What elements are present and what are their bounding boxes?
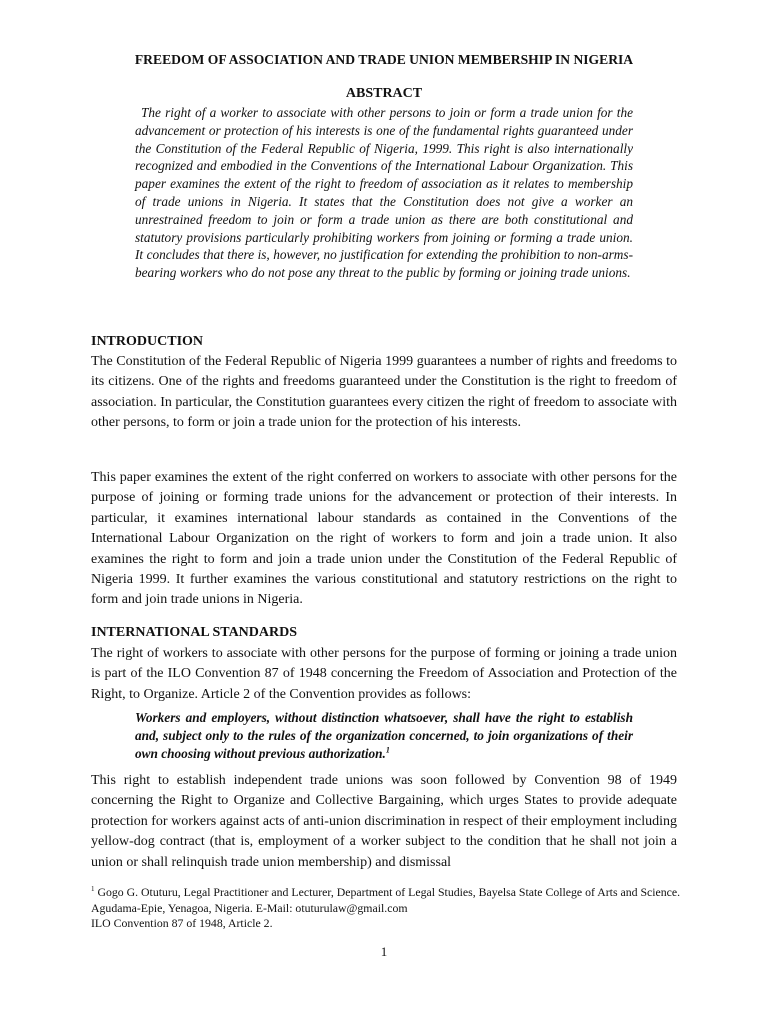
- article-quote: [135, 709, 633, 763]
- footnote-1: [91, 885, 691, 916]
- footnote-2-text: ILO Convention 87 of 1948, Article 2.: [91, 916, 273, 930]
- section-heading-international-standards: INTERNATIONAL STANDARDS: [91, 625, 298, 640]
- footnote-1-text: Gogo G. Otuturu, Legal Practitioner and Lecturer, Department of Legal Studies, Bayelsa State College of Arts and Science. Agudama-Epie, Yenagoa, Nigeria. E-Mail: otuturulaw@gmail.com: [91, 885, 681, 915]
- standards-paragraph-1: The right of workers to associate with other persons for the purpose of forming or joining a trade union is part of the ILO Convention 87 of 1948 concerning the Freedom of Association and Protection of the Right, to Organize. Article 2 of the Convention provides as follows:: [91, 646, 677, 702]
- section-heading-introduction: INTRODUCTION: [91, 334, 204, 349]
- footnote-1-marker: 1: [91, 885, 95, 894]
- document-title: FREEDOM OF ASSOCIATION AND TRADE UNION MEMBERSHIP IN NIGERIA: [134, 52, 634, 67]
- intro-paragraph-2: This paper examines the extent of the right conferred on workers to associate with other persons for the purpose of joining or forming trade unions for the advancement or protection of their interests. In particular, it examines international labour standards as contained in the Conventions of the International Labour Organization on the right of workers to form and join a trade union. It also examines the right to form and join a trade union under the Constitution of the Federal Republic of Nigeria 1999. It further examines the various constitutional and statutory restrictions on the right to form and join trade unions in Nigeria.: [91, 470, 677, 608]
- page-number: 1: [380, 944, 388, 959]
- footnote-marker[interactable]: 1: [385, 745, 390, 755]
- footnotes: [91, 885, 691, 932]
- abstract-heading: ABSTRACT: [345, 86, 423, 101]
- article-quote-text: Workers and employers, without distinction whatsoever, shall have the right to establish and, subject only to the rules of the organization concerned, to join organizations of their own choosing without previous authorization.: [135, 710, 633, 761]
- footnote-2: [91, 916, 691, 932]
- intro-paragraph-1: The Constitution of the Federal Republic of Nigeria 1999 guarantees a number of rights and freedoms to its citizens. One of the rights and freedoms guaranteed under the Constitution is the right to freedom of association. In particular, the Constitution guarantees every citizen the right of freedom to associate with other persons, to form or join a trade union for the protection of his interests.: [91, 354, 677, 431]
- abstract-text: The right of a worker to associate with other persons to join or form a trade union for the advancement or protection of his interests is one of the fundamental rights guaranteed under the Constitution of the Federal Republic of Nigeria, 1999. This right is also internationally recognized and embodied in the Conventions of the International Labour Organization. This paper examines the extent of the right to freedom of association as it relates to membership of trade unions in Nigeria. It states that the Constitution does not give a worker an unrestrained freedom to join or form a trade union as there are both constitutional and statutory provisions particularly prohibiting workers from joining or forming a trade union. It concludes that there is, however, no justification for extending the prohibition to non-arms-bearing workers who do not pose any threat to the public by forming or joining trade unions.: [135, 105, 633, 281]
- standards-paragraph-2: This right to establish independent trade unions was soon followed by Convention 98 of 1949 concerning the Right to Organize and Collective Bargaining, which urges States to provide adequate protection for workers against acts of anti-union discrimination in respect of their employment including yellow-dog contract (that is, employment of a worker subject to the condition that he shall not join a union or shall relinquish trade union membership) and dismissal: [91, 773, 677, 870]
